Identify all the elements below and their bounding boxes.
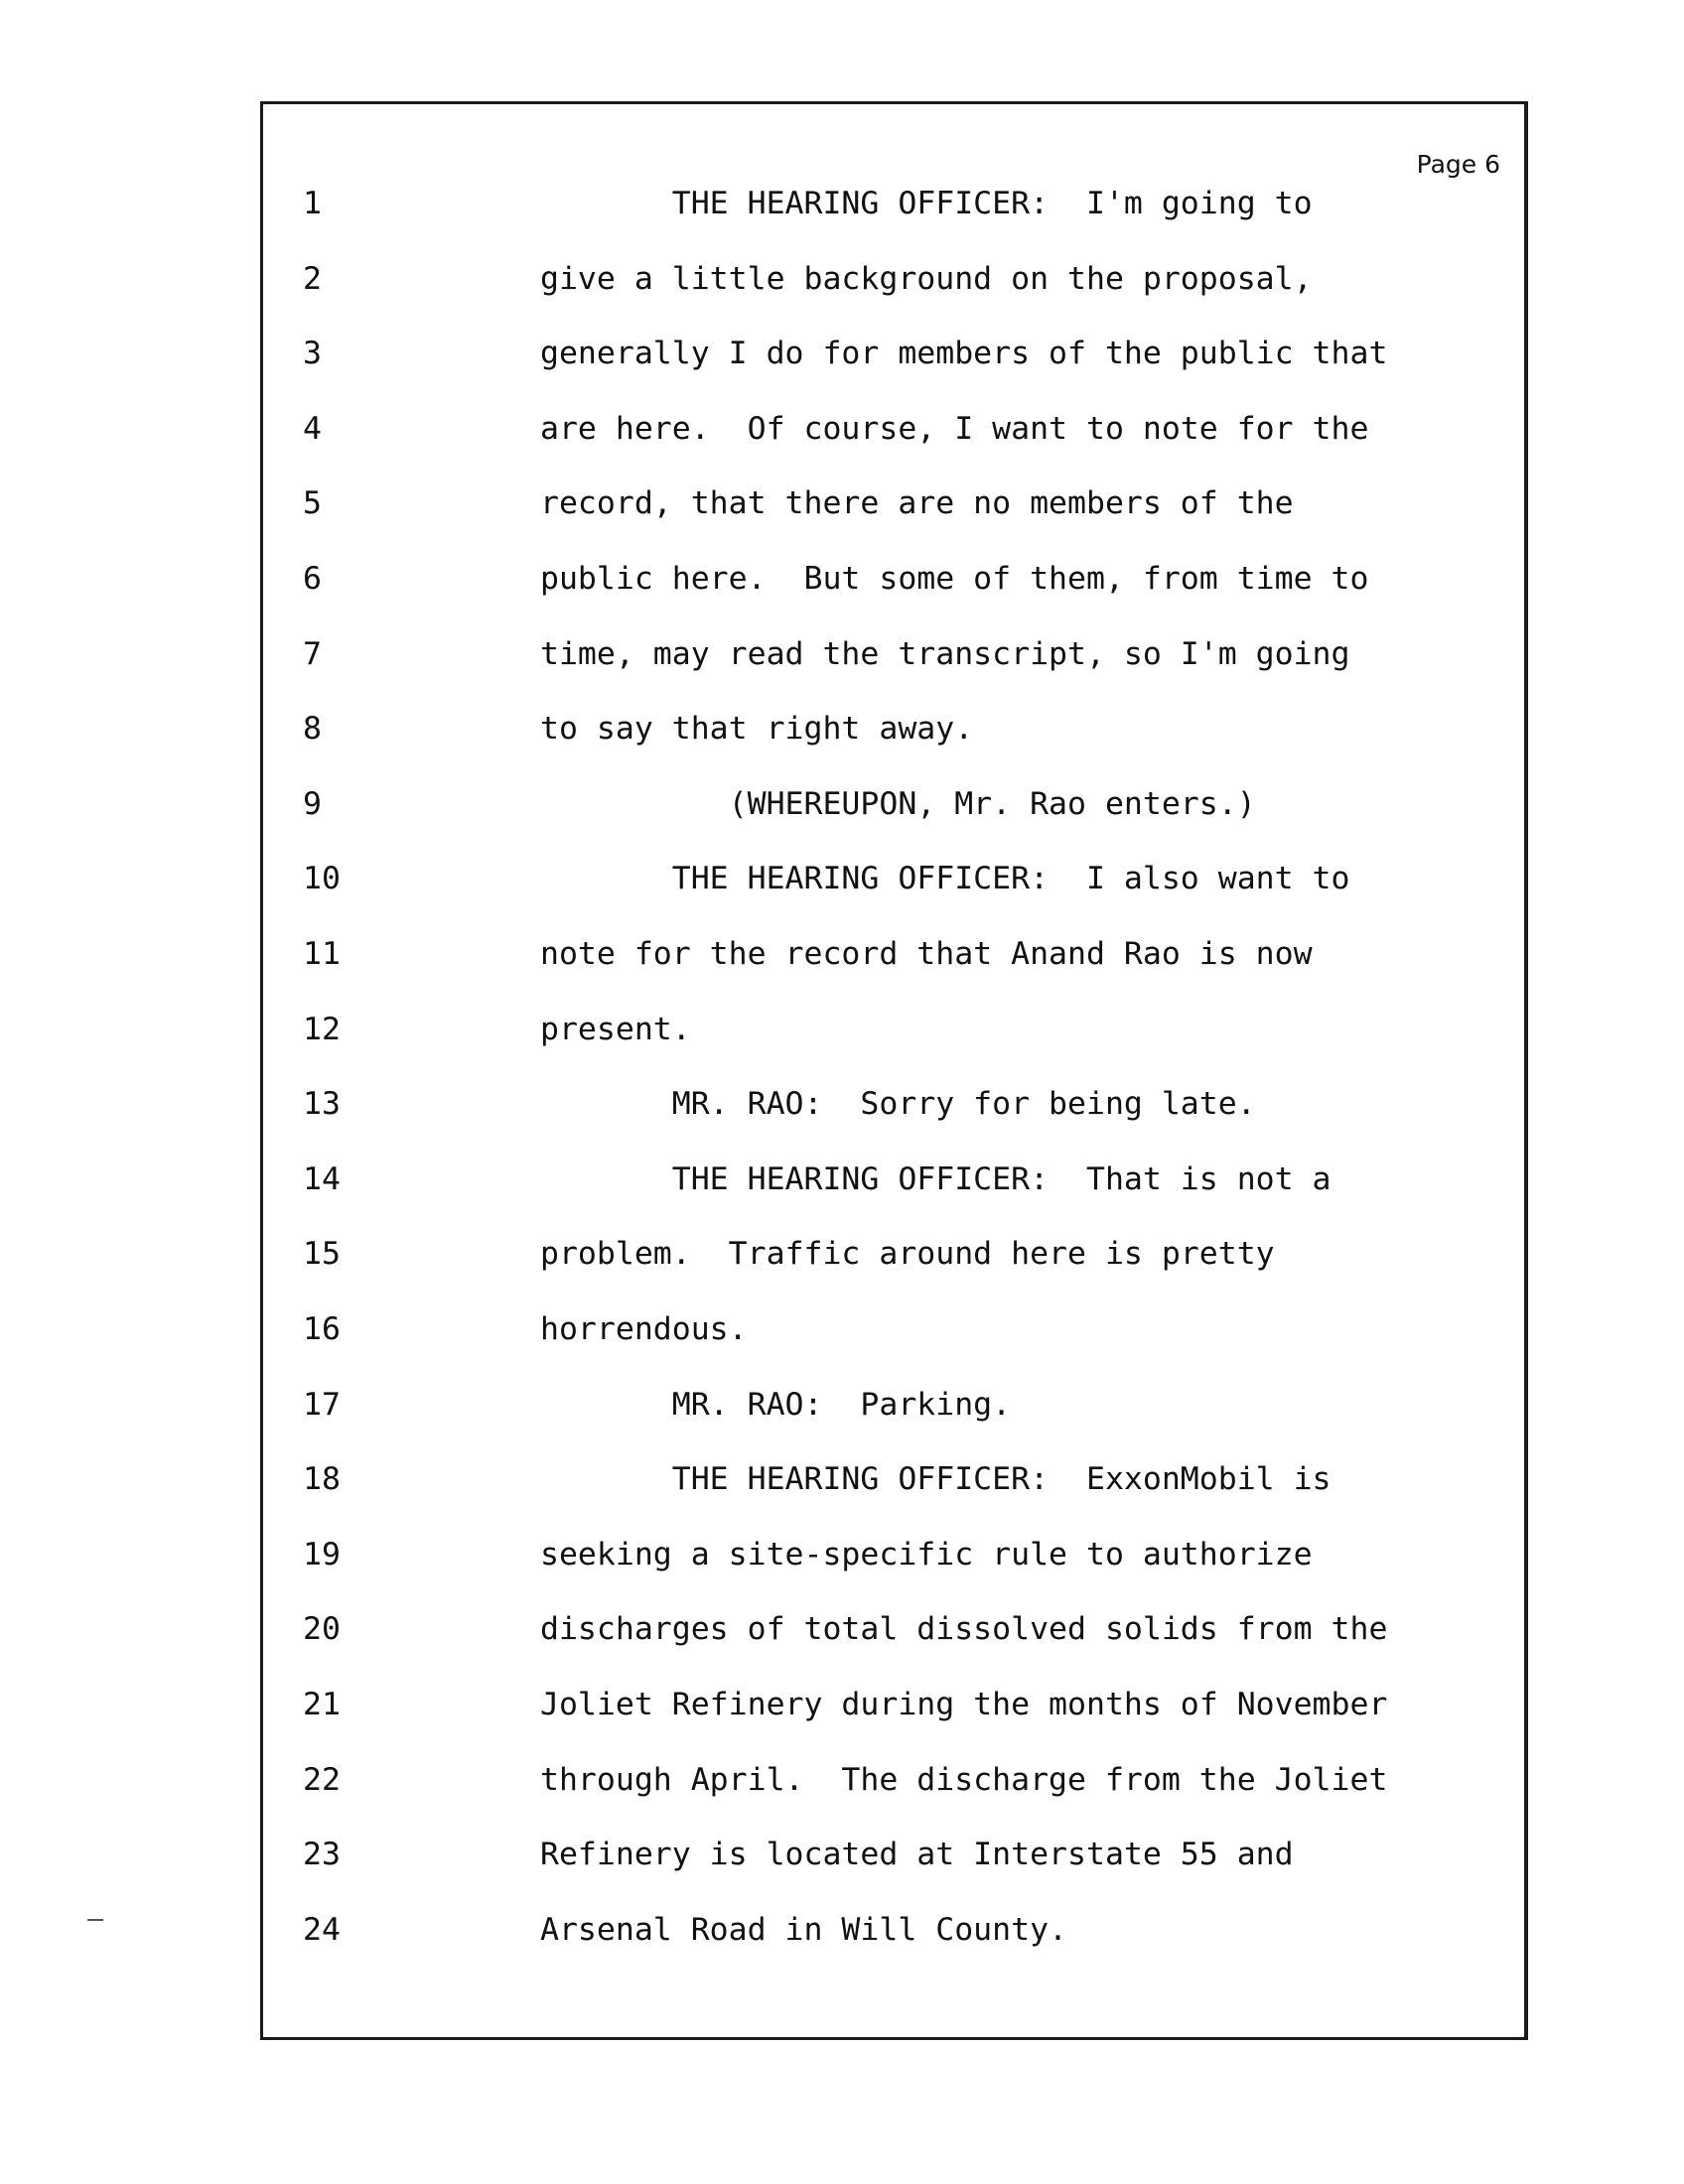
transcript-line <box>263 1010 1524 1049</box>
transcript-line <box>263 1835 1524 1874</box>
transcript-line <box>263 1685 1524 1724</box>
line-text: time, may read the transcript, so I'm going <box>540 635 1350 672</box>
transcript-line <box>263 1910 1524 1950</box>
line-text: (WHEREUPON, Mr. Rao enters.) <box>540 785 1256 822</box>
transcript-line <box>263 1160 1524 1199</box>
line-number: 2 <box>303 260 322 297</box>
line-number: 17 <box>303 1386 341 1423</box>
line-text: horrendous. <box>540 1311 748 1347</box>
transcript-line <box>263 784 1524 824</box>
line-number: 8 <box>303 711 322 748</box>
line-number: 3 <box>303 336 322 372</box>
line-number: 6 <box>303 561 322 597</box>
transcript-line <box>263 409 1524 449</box>
line-text: give a little background on the proposal, <box>540 260 1313 297</box>
line-text: THE HEARING OFFICER: ExxonMobil is <box>540 1461 1332 1498</box>
line-text: problem. Traffic around here is pretty <box>540 1236 1275 1273</box>
line-text: THE HEARING OFFICER: That is not a <box>540 1160 1332 1197</box>
line-text: discharges of total dissolved solids from the <box>540 1611 1388 1648</box>
line-text: THE HEARING OFFICER: I'm going to <box>540 186 1313 221</box>
line-number: 18 <box>303 1461 341 1498</box>
transcript-line <box>263 934 1524 974</box>
transcript-line <box>263 1234 1524 1274</box>
line-number: 16 <box>303 1311 341 1347</box>
line-number: 23 <box>303 1837 341 1873</box>
line-text: MR. RAO: Parking. <box>540 1386 1012 1423</box>
transcript-page <box>260 101 1528 2040</box>
transcript-line <box>263 1760 1524 1800</box>
margin-mark <box>87 1919 103 1921</box>
transcript-line <box>263 709 1524 749</box>
line-number: 13 <box>303 1086 341 1123</box>
line-text: MR. RAO: Sorry for being late. <box>540 1086 1256 1123</box>
transcript-line <box>263 184 1524 223</box>
line-number: 20 <box>303 1611 341 1648</box>
line-text: public here. But some of them, from time to <box>540 561 1369 597</box>
line-number: 14 <box>303 1160 341 1197</box>
transcript-line <box>263 259 1524 299</box>
transcript-line <box>263 559 1524 599</box>
line-text: THE HEARING OFFICER: I also want to <box>540 861 1350 897</box>
line-number: 4 <box>303 410 322 447</box>
line-text: Arsenal Road in Will County. <box>540 1911 1068 1948</box>
line-text: generally I do for members of the public that <box>540 336 1388 372</box>
transcript-line <box>263 634 1524 674</box>
line-text: Refinery is located at Interstate 55 and <box>540 1837 1294 1873</box>
line-number: 7 <box>303 635 322 672</box>
line-text: present. <box>540 1011 691 1047</box>
line-text: through April. The discharge from the Joliet <box>540 1761 1388 1798</box>
transcript-line <box>263 1385 1524 1425</box>
transcript-line <box>263 1309 1524 1349</box>
transcript-line <box>263 859 1524 898</box>
line-number: 5 <box>303 485 322 522</box>
line-number: 11 <box>303 936 341 972</box>
transcript-line <box>263 483 1524 523</box>
line-number: 21 <box>303 1687 341 1722</box>
line-text: to say that right away. <box>540 711 974 748</box>
line-number: 24 <box>303 1911 341 1948</box>
line-number: 22 <box>303 1761 341 1798</box>
line-number: 19 <box>303 1536 341 1572</box>
transcript-line <box>263 334 1524 373</box>
transcript-line <box>263 1459 1524 1499</box>
line-number: 12 <box>303 1011 341 1047</box>
line-number: 15 <box>303 1236 341 1273</box>
line-number: 10 <box>303 861 341 897</box>
line-text: seeking a site-specific rule to authorize <box>540 1536 1313 1572</box>
transcript-line <box>263 1609 1524 1649</box>
transcript-line <box>263 1084 1524 1124</box>
line-number: 9 <box>303 785 322 822</box>
line-text: record, that there are no members of the <box>540 485 1294 522</box>
line-number: 1 <box>303 186 322 221</box>
line-text: are here. Of course, I want to note for the <box>540 410 1369 447</box>
line-text: note for the record that Anand Rao is now <box>540 936 1313 972</box>
page-number: Page 6 <box>1416 150 1500 179</box>
transcript-line <box>263 1535 1524 1574</box>
line-text: Joliet Refinery during the months of November <box>540 1687 1388 1722</box>
